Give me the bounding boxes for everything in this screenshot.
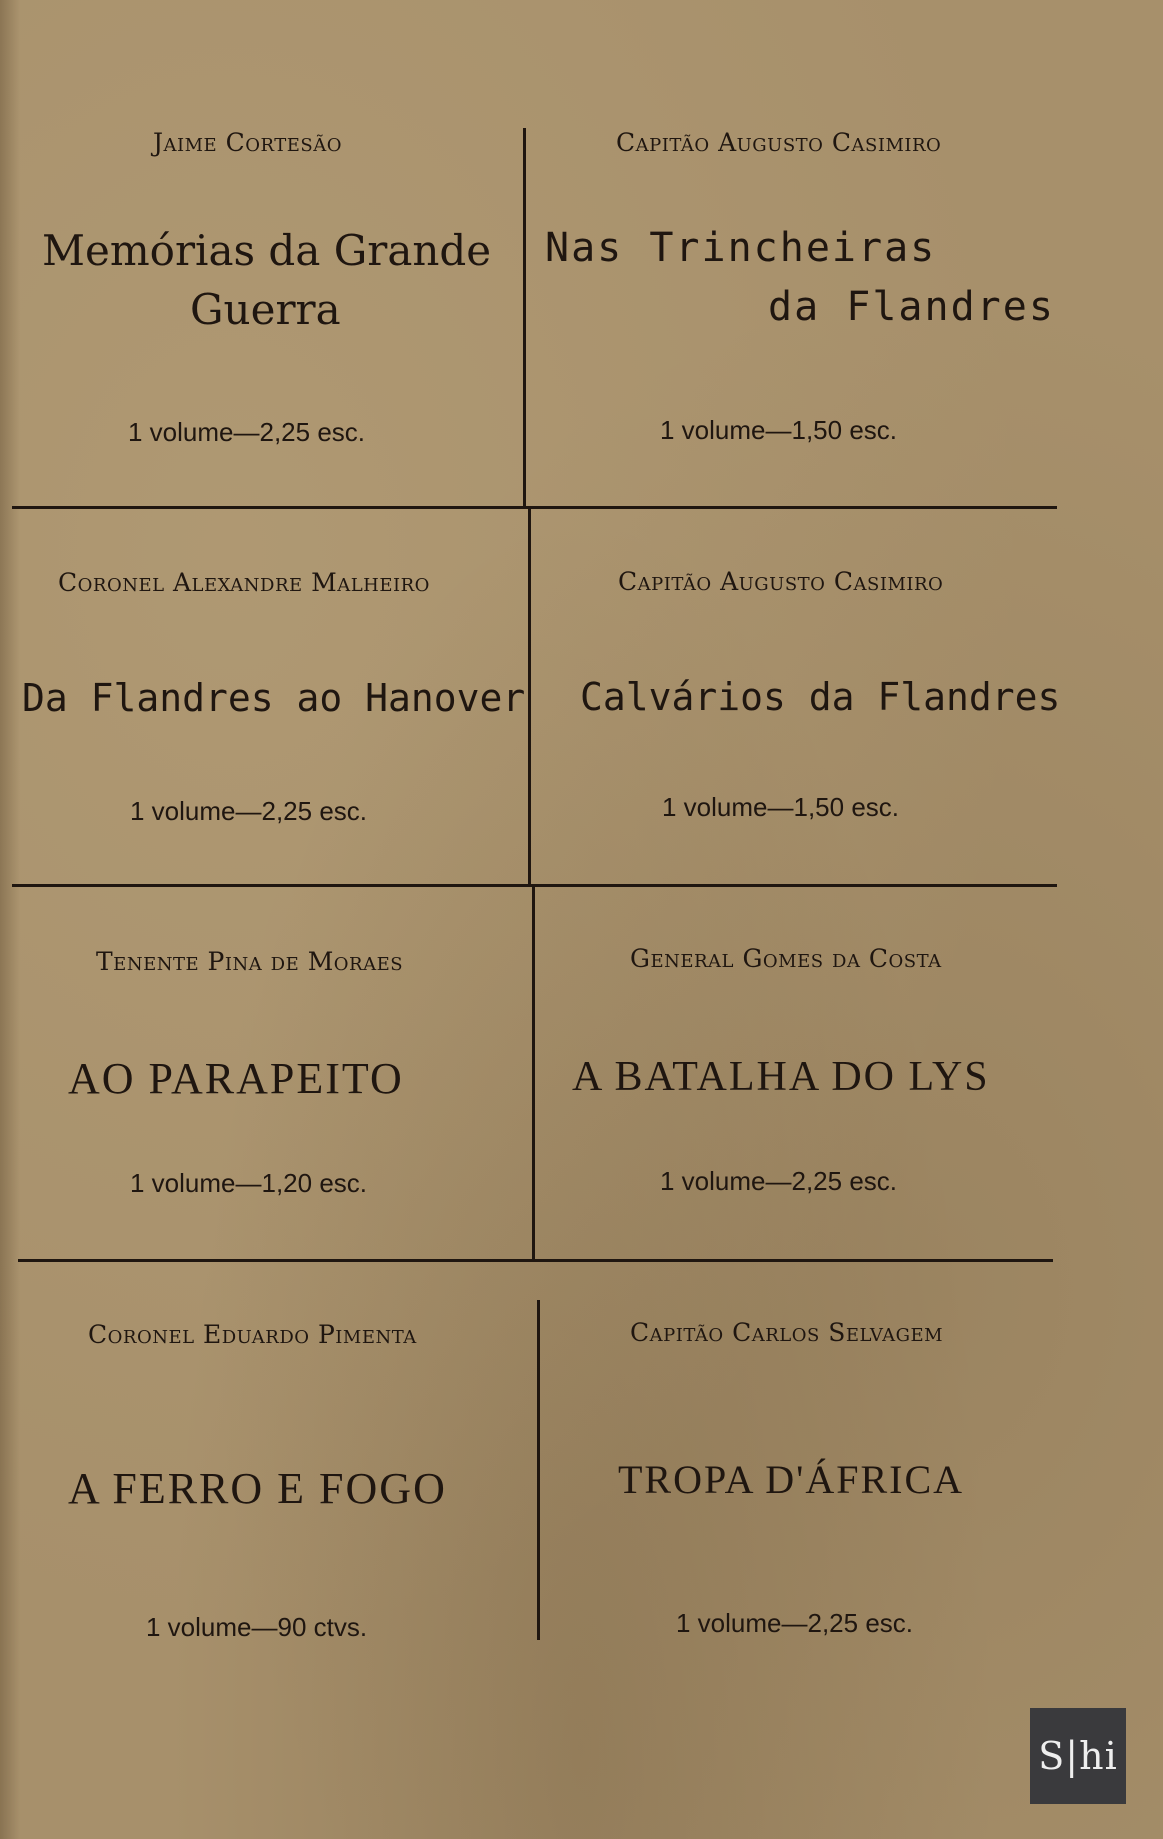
book-price: 1 volume—90 ctvs. xyxy=(146,1612,368,1642)
library-stamp-logo: S|hi xyxy=(1030,1708,1126,1804)
book-author: Capitão Augusto Casimiro xyxy=(618,567,944,596)
book-author: Capitão Carlos Selvagem xyxy=(630,1318,944,1347)
book-author: Coronel Alexandre Malheiro xyxy=(58,568,430,597)
book-title: Nas Trincheiras xyxy=(545,225,937,271)
book-author: General Gomes da Costa xyxy=(630,944,942,973)
divider-row-3 xyxy=(18,1259,1053,1262)
book-title: AO PARAPEITO xyxy=(68,1054,404,1103)
book-title: Da Flandres ao Hanover xyxy=(22,676,526,720)
column-divider-3 xyxy=(532,884,535,1259)
book-author: Capitão Augusto Casimiro xyxy=(616,128,942,157)
column-divider-2 xyxy=(528,506,531,884)
book-title: Calvários da Flandres xyxy=(580,675,1061,719)
book-price: 1 volume—2,25 esc. xyxy=(128,417,366,447)
book-author: Tenente Pina de Moraes xyxy=(96,947,404,976)
book-title: A FERRO E FOGO xyxy=(68,1464,447,1513)
book-author: Jaime Cortesão xyxy=(153,128,343,157)
book-price: 1 volume—2,25 esc. xyxy=(130,796,368,826)
divider-row-1 xyxy=(12,506,1057,509)
book-price: 1 volume—1,20 esc. xyxy=(130,1168,368,1198)
page-edge-shadow xyxy=(0,0,20,1839)
book-title: A BATALHA DO LYS xyxy=(572,1054,990,1100)
book-title: Memórias da Grande xyxy=(42,226,492,275)
book-author: Coronel Eduardo Pimenta xyxy=(88,1320,417,1349)
column-divider-4 xyxy=(537,1300,540,1640)
book-price: 1 volume—2,25 esc. xyxy=(660,1166,898,1196)
column-divider-1 xyxy=(523,128,526,506)
book-title-line-2: da Flandres xyxy=(768,284,1055,330)
book-price: 1 volume—1,50 esc. xyxy=(660,415,898,445)
book-title: TROPA D'ÁFRICA xyxy=(618,1457,965,1502)
book-price: 1 volume—2,25 esc. xyxy=(676,1608,914,1638)
book-price: 1 volume—1,50 esc. xyxy=(662,792,900,822)
book-title-line-2: Guerra xyxy=(190,285,341,334)
